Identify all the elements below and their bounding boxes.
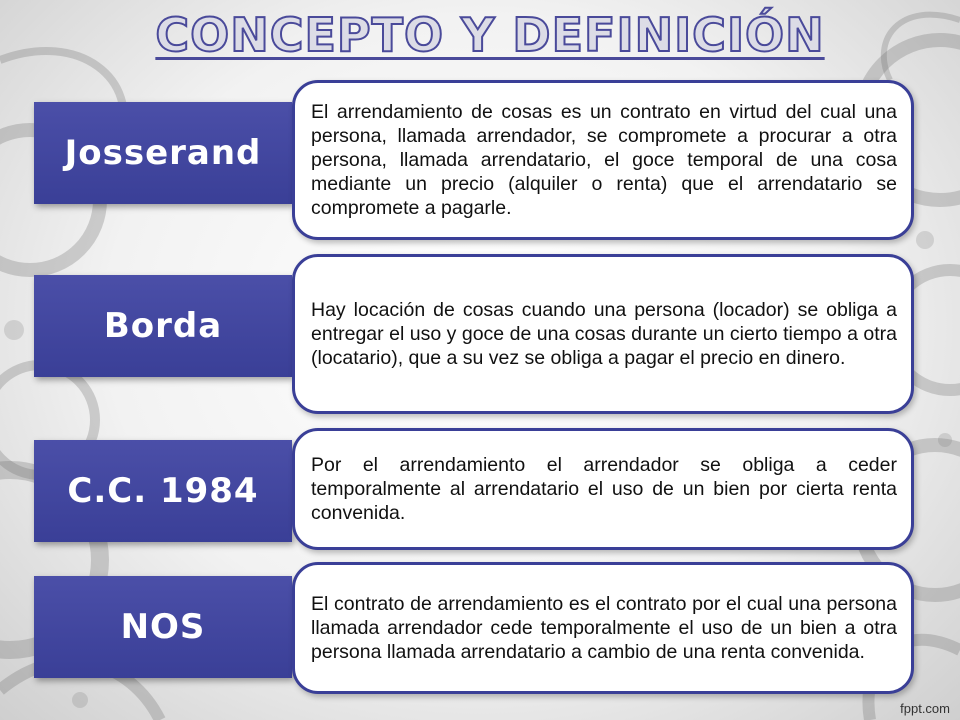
author-label-nos: NOS: [34, 576, 292, 678]
definition-card-cc-1984: [292, 428, 914, 550]
author-label-borda: Borda: [34, 275, 292, 377]
definition-text: Por el arrendamiento el arrendador se obliga a ceder temporalmente al arrendatario el uso de un bien por cierta renta convenida.: [311, 454, 897, 524]
definition-text: El arrendamiento de cosas es un contrato en virtud del cual una persona, llamada arrendador, se compromete a procurar a otra persona, llamada arrendatario, el goce temporal de una cosa mediante un precio (alquiler o renta) que el arrendatario se compromete a pagarle.: [311, 101, 897, 219]
page-title: CONCEPTO Y DEFINICIÓN: [155, 8, 825, 62]
definition-text: El contrato de arrendamiento es el contrato por el cual una persona llamada arrendador cede temporalmente el uso de un bien a otra persona llamada arrendatario a cambio de una renta convenida.: [311, 593, 897, 663]
definition-card-borda: [292, 254, 914, 414]
author-label-cc-1984: C.C. 1984: [34, 440, 292, 542]
author-label-josserand: Josserand: [34, 102, 292, 204]
definition-card-josserand: [292, 80, 914, 240]
footer-watermark: fppt.com: [900, 701, 950, 716]
definition-card-nos: [292, 562, 914, 694]
definition-text: Hay locación de cosas cuando una persona (locador) se obliga a entregar el uso y goce de una cosas durante un cierto tiempo a otra (locatario), que a su vez se obliga a pagar el precio en dinero.: [311, 299, 897, 369]
